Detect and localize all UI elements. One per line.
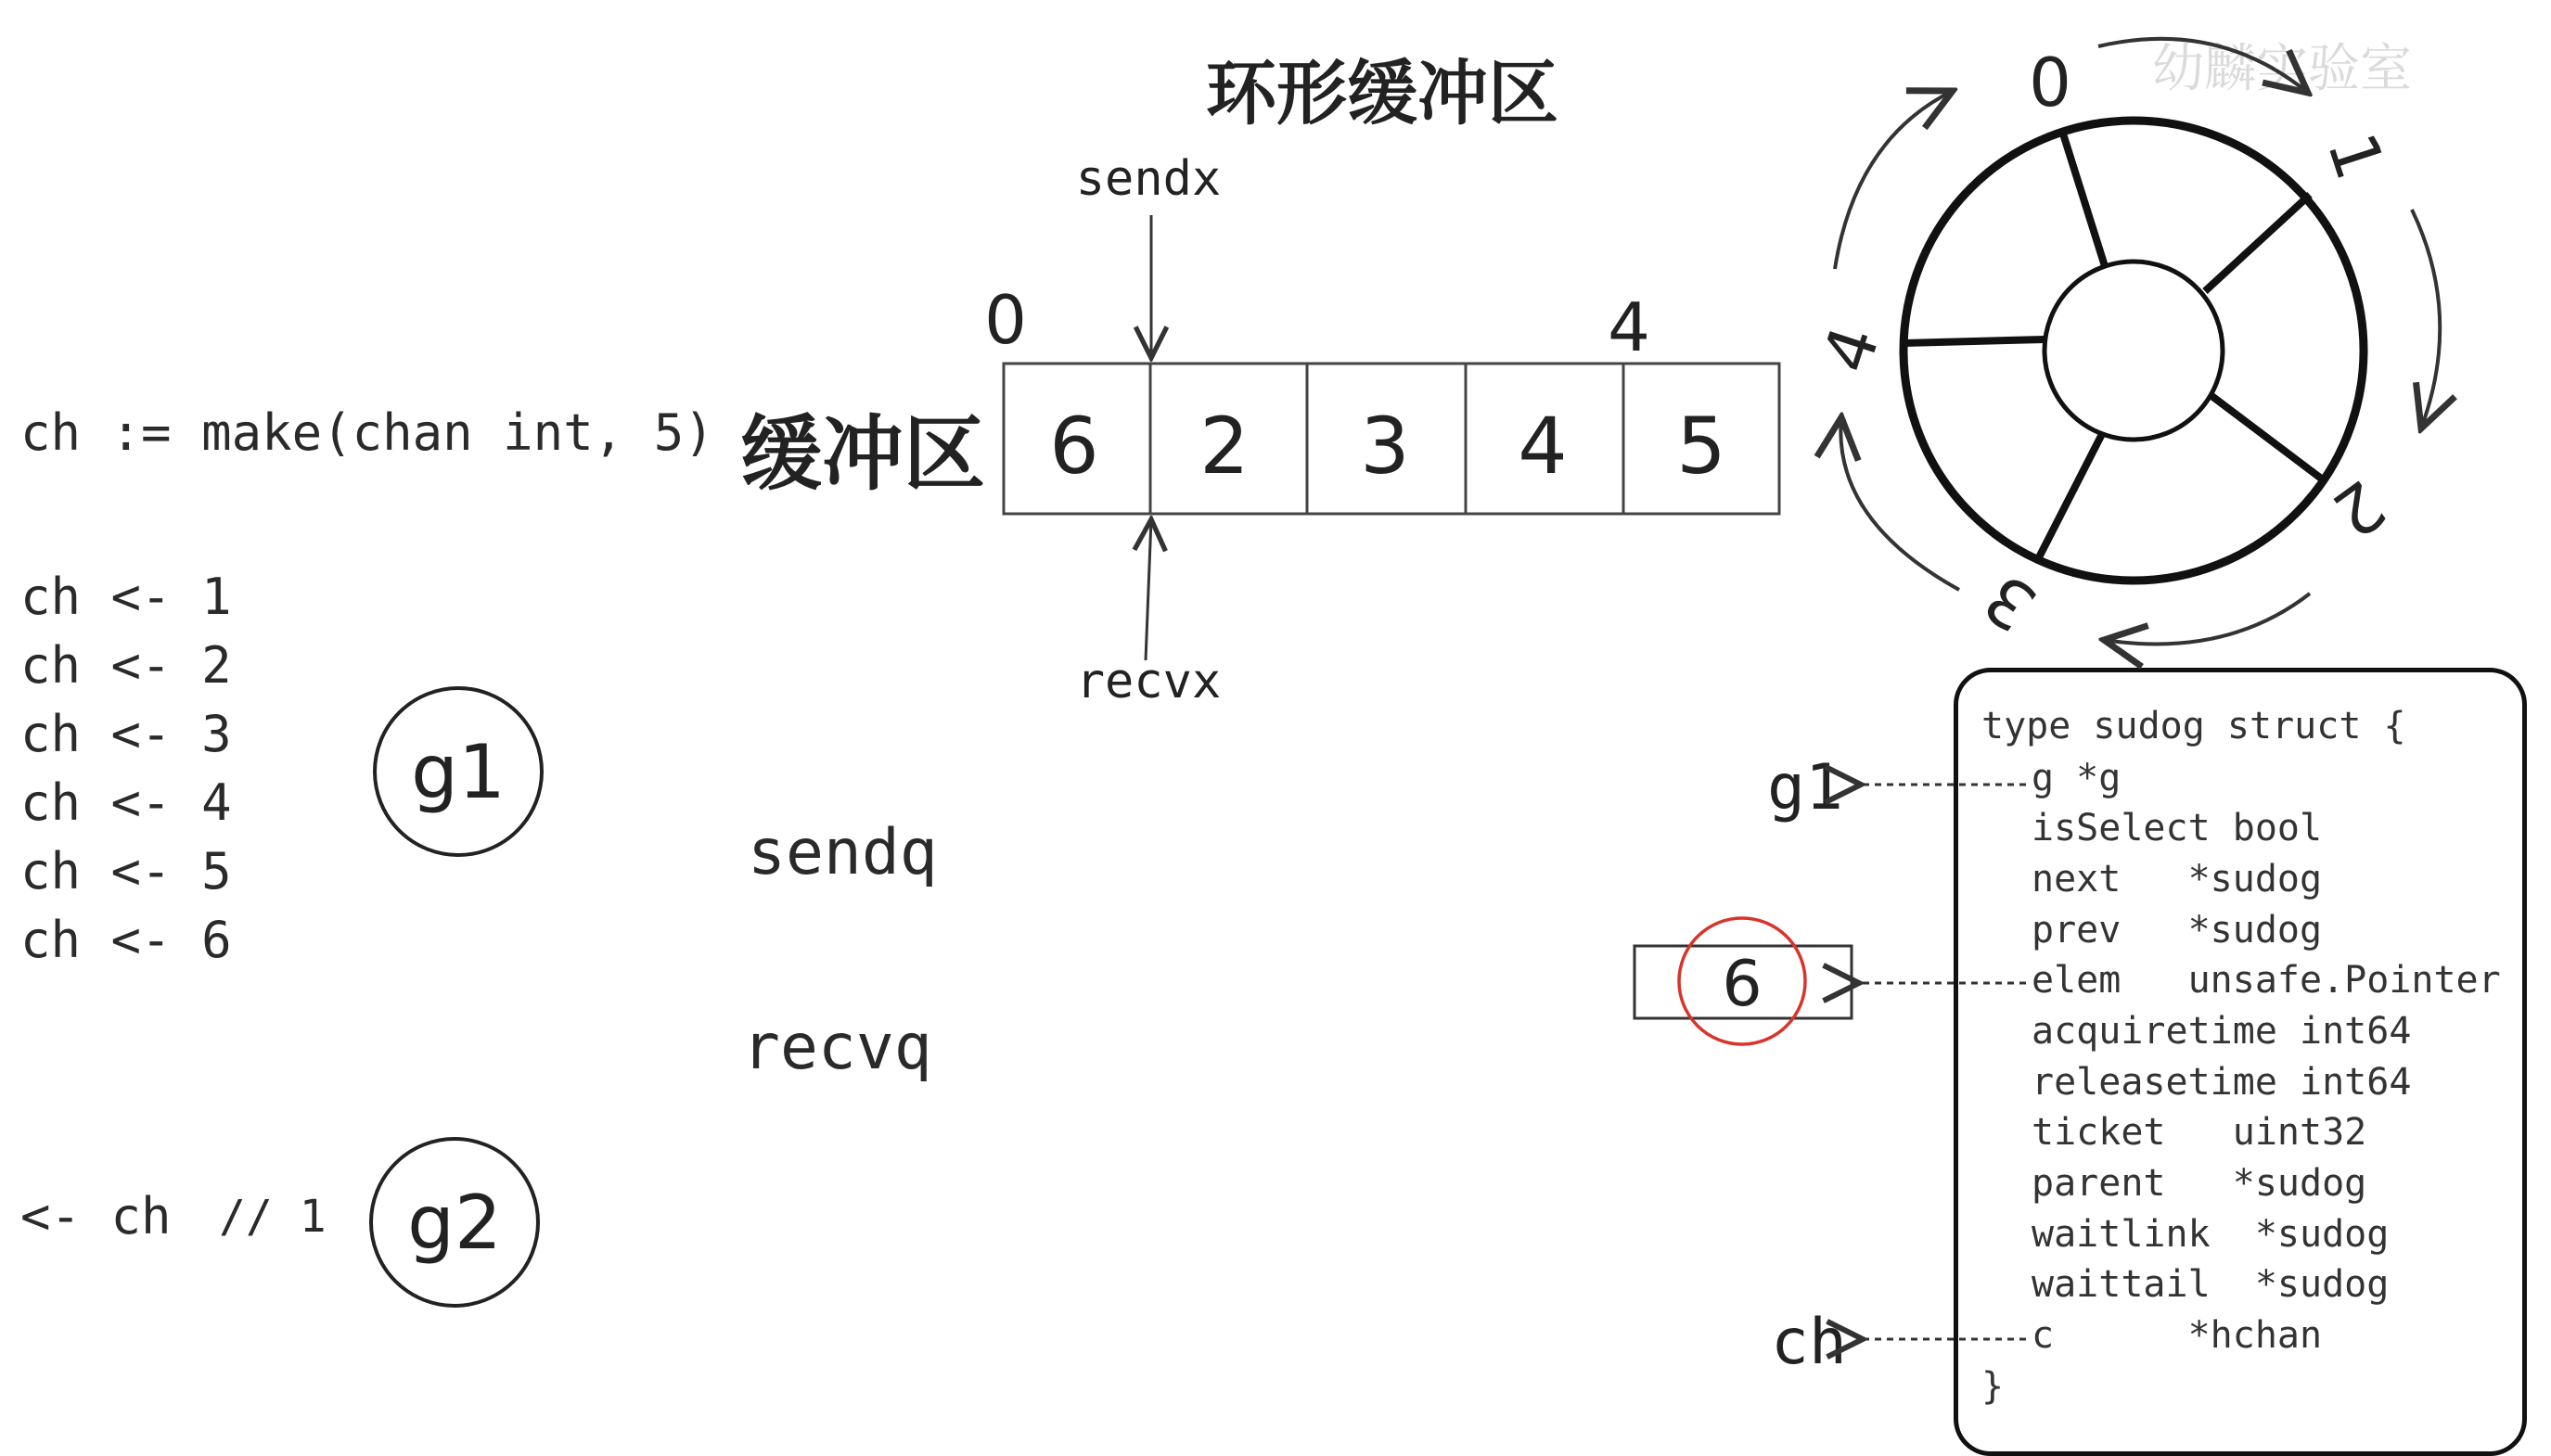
- ring-spoke: [2211, 395, 2324, 480]
- buffer-label: 缓冲区: [740, 405, 986, 502]
- buffer-cell-value: 4: [1518, 401, 1568, 492]
- ring-rotation-arrow: [2098, 39, 2308, 93]
- goroutine-g1-label: g1: [411, 729, 506, 815]
- send-line: ch <- 3: [20, 705, 232, 763]
- buffer-end-index: 4: [1608, 288, 1650, 366]
- make-statement: ch := make(chan int, 5): [20, 403, 714, 462]
- ring-rotation-arrow: [2104, 594, 2310, 644]
- sudog-field: waittail *sudog: [2032, 1263, 2390, 1306]
- goroutine-g2-label: g2: [407, 1180, 502, 1266]
- sudog-field: releasetime int64: [2032, 1061, 2412, 1104]
- ring-outer: [1904, 121, 2364, 581]
- recv-statement: <- ch: [20, 1187, 172, 1245]
- sudog-field: isSelect bool: [2032, 807, 2323, 849]
- ring-spoke: [2037, 434, 2102, 561]
- sudog-g-ref-label: g1: [1767, 751, 1843, 824]
- watermark: 幼麟实验室: [2152, 39, 2412, 99]
- sendq-label: sendq: [748, 816, 938, 889]
- sudog-ch-ref-label: ch: [1771, 1306, 1847, 1379]
- recvq-label: recvq: [742, 1011, 932, 1084]
- buffer-cell-value: 5: [1676, 401, 1726, 492]
- sudog-footer: }: [1981, 1365, 2005, 1408]
- sudog-field: parent *sudog: [2032, 1162, 2367, 1205]
- ring-slot-label: 0: [2029, 44, 2071, 121]
- recv-comment: // 1: [219, 1191, 327, 1243]
- ring-rotation-arrow: [2412, 210, 2440, 428]
- sendx-label: sendx: [1075, 151, 1222, 207]
- ring-spoke: [2062, 131, 2105, 266]
- buffer-cell-value: 3: [1360, 401, 1410, 492]
- elem-value: 6: [1722, 948, 1763, 1021]
- sudog-field: waitlink *sudog: [2032, 1213, 2390, 1256]
- recvx-label: recvx: [1075, 654, 1222, 709]
- buffer-start-index: 0: [984, 281, 1027, 359]
- send-line: ch <- 1: [20, 568, 232, 626]
- ring-spoke: [1904, 339, 2045, 343]
- send-line: ch <- 2: [20, 636, 232, 695]
- send-line: ch <- 6: [20, 911, 232, 969]
- ring-rotation-arrow: [1840, 417, 1959, 590]
- ring-slot-label: 4: [1807, 316, 1895, 382]
- sudog-field: c *hchan: [2032, 1314, 2323, 1357]
- sudog-field: next *sudog: [2032, 858, 2323, 900]
- buffer-cells: [1004, 364, 1779, 514]
- sudog-header: type sudog struct {: [1981, 705, 2406, 747]
- sudog-field: g *g: [2032, 757, 2122, 799]
- ring-buffer: [1807, 39, 2440, 647]
- ring-slot-label: 1: [2312, 123, 2400, 189]
- recvx-arrow: [1146, 519, 1151, 660]
- page-title: 环形缓冲区: [1206, 52, 1558, 134]
- sudog-field: elem unsafe.Pointer: [2032, 959, 2501, 1002]
- buffer-cell-value: 6: [1049, 401, 1099, 492]
- sudog-field: acquiretime int64: [2032, 1010, 2412, 1053]
- ring-slot-label: 3: [1969, 558, 2051, 647]
- send-line: ch <- 4: [20, 773, 232, 832]
- ring-inner: [2045, 262, 2223, 440]
- ring-slot-label: 2: [2318, 465, 2400, 554]
- buffer-cell-value: 2: [1199, 401, 1250, 492]
- ring-spoke: [2205, 195, 2310, 291]
- sudog-field: ticket uint32: [2032, 1111, 2367, 1154]
- sudog-field: prev *sudog: [2032, 909, 2323, 952]
- send-line: ch <- 5: [20, 842, 232, 900]
